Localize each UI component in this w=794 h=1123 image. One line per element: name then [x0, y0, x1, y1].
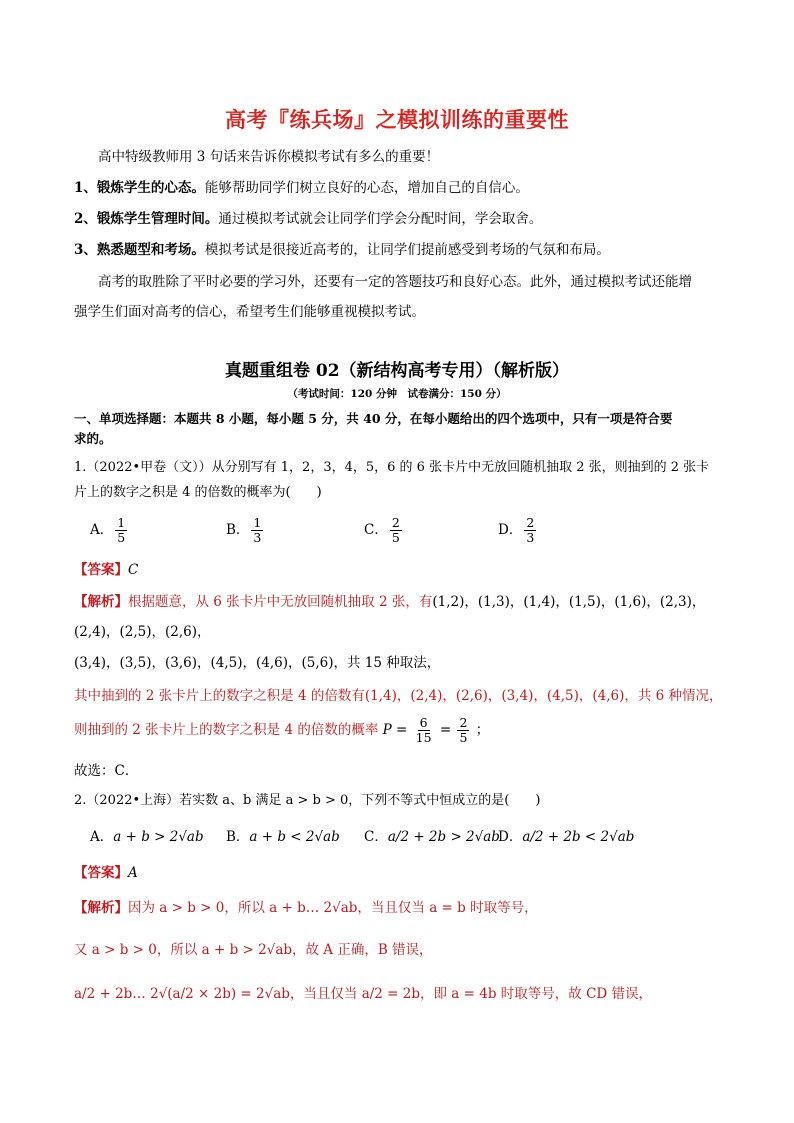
q1-option-d	[498, 516, 538, 545]
q1-stem-line-1: 1.（2022•甲卷（文））从分别写有 1，2，3，4，5，6 的 6 张卡片中无放回随机抽取 2 张，则抽到的 2 张卡	[74, 460, 710, 475]
q2-option-c	[364, 825, 500, 845]
section-heading-line-1: 一、单项选择题：本题共 8 小题，每小题 5 分，共 40 分，在每小题给出的四个选项中，只有一项是符合要	[74, 411, 673, 426]
section-heading-line-2: 求的。	[74, 431, 112, 446]
q1-analysis-label: 【解析】	[74, 594, 128, 610]
q1-option-c-den: 5	[391, 530, 400, 545]
q1-option-a-num: 1	[117, 515, 126, 530]
q2-answer-value: A	[128, 865, 138, 881]
q2-analysis-label: 【解析】	[74, 900, 128, 916]
point-3-body: 模拟考试是很接近高考的，让同学们提前感受到考场的气氛和布局。	[204, 242, 610, 258]
q2-option-c-expr: a/2 + 2b > 2√ab	[387, 829, 500, 845]
q2-option-a	[90, 825, 204, 845]
closing-line-1: 高考的取胜除了平时必要的学习外，还要有一定的答题技巧和良好心态。此外，通过模拟考试还能增	[98, 274, 692, 290]
q1-option-a-den: 5	[117, 530, 126, 545]
q1-option-b-label: B．	[226, 522, 250, 538]
point-2-body: 通过模拟考试就会让同学们学会分配时间，学会取舍。	[218, 211, 543, 227]
point-1-head: 1、锻炼学生的心态。	[74, 180, 205, 196]
q1-prob-frac2-num: 2	[459, 715, 468, 730]
q1-option-d-den: 3	[526, 530, 535, 545]
q1-prob-frac2-den: 5	[459, 730, 468, 745]
q2-answer-label: 【答案】	[74, 865, 128, 881]
q1-analysis-text-5: 则抽到的 2 张卡片上的数字之积是 4 的倍数的概率	[74, 722, 379, 738]
closing-line-2: 强学生们面对高考的信心，希望考生们能够重视模拟考试。	[74, 304, 425, 320]
q1-option-c-num: 2	[391, 515, 400, 530]
q2-answer	[74, 863, 138, 883]
paper-title: 真题重组卷 02（新结构高考专用）（解析版）	[224, 361, 570, 381]
q1-answer	[74, 560, 138, 580]
q1-prob-frac1-den: 15	[415, 730, 432, 745]
q1-option-b-num: 1	[253, 515, 262, 530]
q1-option-d-num: 2	[526, 515, 535, 530]
q2-option-b	[226, 825, 340, 845]
q2-option-b-label: B．	[226, 829, 250, 845]
paper-subtitle: （考试时间：120 分钟 试卷满分：150 分）	[287, 388, 507, 400]
q1-option-a	[90, 516, 129, 545]
q1-answer-value: C	[128, 562, 139, 578]
q1-stem-line-2: 片上的数字之积是 4 的倍数的概率为( )	[74, 485, 322, 500]
page-title: 高考『练兵场』之模拟训练的重要性	[225, 108, 569, 132]
point-2-head: 2、锻炼学生管理时间。	[74, 211, 219, 227]
q1-prob-symbol: P	[382, 722, 392, 738]
q1-analysis-line-4: 其中抽到的 2 张卡片上的数字之积是 4 的倍数有(1,4)，(2,4)，(2,6)，(3,4)，(4,5)，(4,6)，共 6 种情况，	[74, 688, 723, 704]
q1-option-c-label: C．	[364, 522, 388, 538]
intro-text: 高中特级教师用 3 句话来告诉你模拟考试有多么的重要！	[98, 149, 440, 165]
q2-option-c-label: C．	[364, 829, 388, 845]
q1-option-d-label: D．	[498, 522, 523, 538]
q1-answer-label: 【答案】	[74, 562, 128, 578]
point-1	[74, 178, 529, 198]
q1-analysis-line-5: 则抽到的 2 张卡片上的数字之积是 4 的倍数的概率 P = $\frac{6}{15}$ = $\frac{2}{5}$ ；	[74, 715, 490, 745]
q1-prob-frac1-num: 6	[419, 715, 428, 730]
q1-analysis-pairs-1: (1,2)，(1,3)，(1,4)，(1,5)，(1,6)，(2,3)，	[432, 594, 706, 610]
q1-option-b-den: 3	[253, 530, 262, 545]
q2-option-d	[498, 825, 634, 845]
q1-option-c	[364, 516, 404, 545]
point-1-body: 能够帮助同学们树立良好的心态，增加自己的自信心。	[204, 180, 529, 196]
q1-analysis-line-2: (2,4)，(2,5)，(2,6)，	[74, 624, 211, 640]
q1-analysis-line-1	[74, 592, 705, 612]
q2-option-a-label: A．	[90, 829, 114, 845]
q2-analysis-line-1	[74, 898, 538, 918]
q1-option-a-label: A．	[90, 522, 114, 538]
point-3	[74, 240, 610, 260]
q2-analysis-text-1: 因为 a > b > 0，所以 a + b… 2√ab，当且仅当 a = b 时取等号，	[128, 900, 538, 916]
q2-option-d-expr: a/2 + 2b < 2√ab	[522, 829, 635, 845]
q1-analysis-line-3: (3,4)，(3,5)，(3,6)，(4,5)，(4,6)，(5,6)，共 15 种取法，	[74, 655, 441, 671]
q1-analysis-text-1: 根据题意，从 6 张卡片中无放回随机抽取 2 张，有	[128, 594, 433, 610]
q2-option-a-expr: a + b > 2√ab	[113, 829, 204, 845]
q1-option-b	[226, 516, 265, 545]
point-3-head: 3、熟悉题型和考场。	[74, 242, 205, 258]
q1-analysis-line-6: 故选：C．	[74, 763, 139, 779]
point-2	[74, 209, 542, 229]
q2-option-b-expr: a + b < 2√ab	[249, 829, 340, 845]
q2-analysis-line-3: a/2 + 2b… 2√(a/2 × 2b) = 2√ab，当且仅当 a/2 = 2b，即 a = 4b 时取等号，故 CD 错误，	[74, 986, 653, 1002]
q2-option-d-label: D．	[498, 829, 523, 845]
q2-analysis-line-2: 又 a > b > 0，所以 a + b > 2√ab，故 A 正确，B 错误，	[74, 942, 433, 958]
q2-stem: 2.（2022•上海）若实数 a、b 满足 a > b > 0，下列不等式中恒成立的是( )	[74, 793, 541, 808]
